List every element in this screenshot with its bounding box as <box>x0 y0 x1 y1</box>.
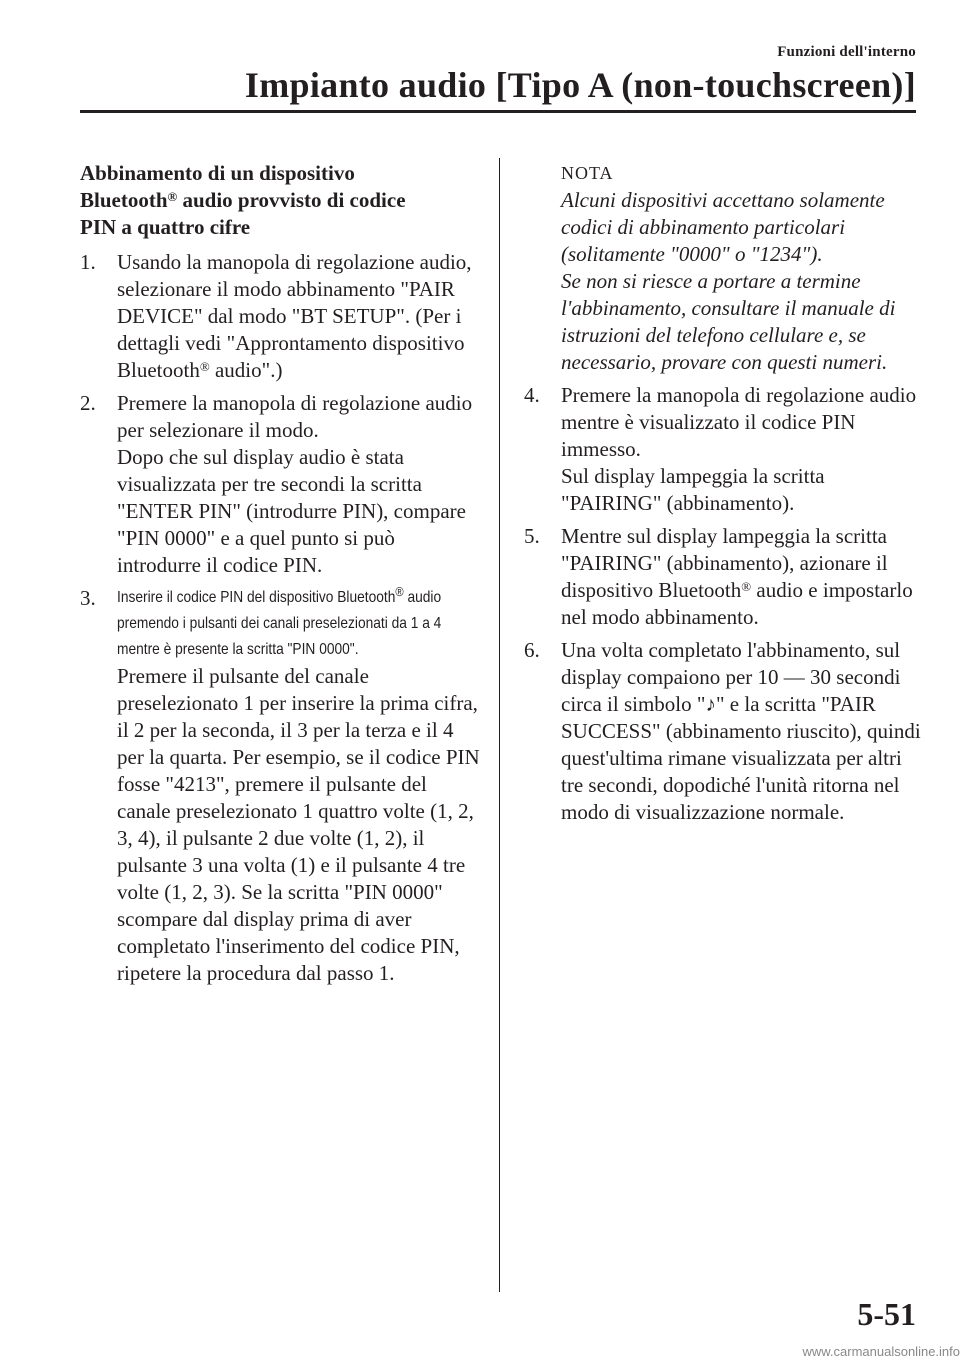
registered-mark: ® <box>395 584 404 599</box>
section-label: Funzioni dell'interno <box>777 44 916 60</box>
watermark-url: www.carmanualsonline.info <box>802 1344 960 1359</box>
registered-mark: ® <box>741 579 752 594</box>
step-detail: Dopo che sul display audio è stata visualizzata per tre secondi la scritta "ENTER PIN" (introdurre PIN), compare "PIN 0000" e a quel punto si può introdurre il codice PIN. <box>117 445 466 577</box>
step-4 <box>524 382 924 517</box>
step-text: Usando la manopola di regolazione audio, selezionare il modo abbinamento "PAIR DEVICE" dal modo "BT SETUP". (Per i dettagli vedi "Approntamento dispositivo Bluetooth® audio".) <box>117 250 472 382</box>
heading-line-3: PIN a quattro cifre <box>80 215 251 239</box>
step-text: Mentre sul display lampeggia la scritta "PAIRING" (abbinamento), azionare il dispositivo Bluetooth® audio e impostarlo nel modo abbinamento. <box>561 524 913 629</box>
step-number: 6. <box>524 638 540 662</box>
left-column <box>80 160 480 993</box>
step-text: Premere la manopola di regolazione audio per selezionare il modo. <box>117 391 473 442</box>
heading-line-2b: audio provvisto di codice <box>177 188 406 212</box>
page-title: Impianto audio [Tipo A (non-touchscreen)] <box>244 65 916 105</box>
step-6 <box>524 637 924 826</box>
header-rule <box>80 110 916 113</box>
note-box <box>524 160 924 376</box>
step-text: Premere la manopola di regolazione audio mentre è visualizzato il codice PIN immesso. <box>561 383 917 461</box>
heading-line-1: Abbinamento di un dispositivo <box>80 161 355 185</box>
step-text: Inserire il codice PIN del dispositivo Bluetooth® audio premendo i pulsanti dei canali preselezionati da 1 a 4 mentre è presente la scritta "PIN 0000". <box>117 584 442 658</box>
step-number: 1. <box>80 250 96 274</box>
registered-mark: ® <box>199 359 210 374</box>
step-number: 4. <box>524 383 540 407</box>
step-detail: Sul display lampeggia la scritta "PAIRING" (abbinamento). <box>561 464 825 515</box>
section-heading <box>80 160 480 241</box>
heading-line-2a: Bluetooth <box>80 188 168 212</box>
step-5 <box>524 523 924 631</box>
bluetooth-audio-icon: ♪ <box>705 692 716 716</box>
note-title: NOTA <box>561 163 614 183</box>
step-2 <box>80 390 480 579</box>
step-text: Una volta completato l'abbinamento, sul display compaiono per 10 — 30 secondi circa il simbolo "♪" e la scritta "PAIR SUCCESS" (abbinamento riuscito), quindi quest'ultima rimane visualizzata per altri tre secondi, dopodiché l'unità ritorna nel modo di visualizzazione normale. <box>561 638 921 824</box>
note-text: Alcuni dispositivi accettano solamente codici di abbinamento particolari (solitamente "0000" o "1234"). <box>561 188 885 266</box>
note-text: Se non si riesce a portare a termine l'abbinamento, consultare il manuale di istruzioni del telefono cellulare e, se necessario, provare con questi numeri. <box>561 269 896 374</box>
step-number: 5. <box>524 524 540 548</box>
step-3 <box>80 585 480 987</box>
step-number: 2. <box>80 391 96 415</box>
column-divider <box>499 158 500 1292</box>
page-number: 5-51 <box>857 1296 916 1332</box>
step-1 <box>80 249 480 384</box>
step-detail: Premere il pulsante del canale preselezionato 1 per inserire la prima cifra, il 2 per la seconda, il 3 per la terza e il 4 per la quarta. Per esempio, se il codice PIN fosse "4213", premere il pulsante del canale preselezionato 1 quattro volte (1, 2, 3, 4), il pulsante 2 due volte (1, 2), il pulsante 3 una volta (1) e il pulsante 4 tre volte (1, 2, 3). Se la scritta "PIN 0000" scompare dal display prima di aver completato l'inserimento del codice PIN, ripetere la procedura dal passo 1. <box>117 664 480 985</box>
right-column <box>524 160 924 832</box>
step-number: 3. <box>80 586 96 610</box>
registered-mark: ® <box>167 189 178 204</box>
